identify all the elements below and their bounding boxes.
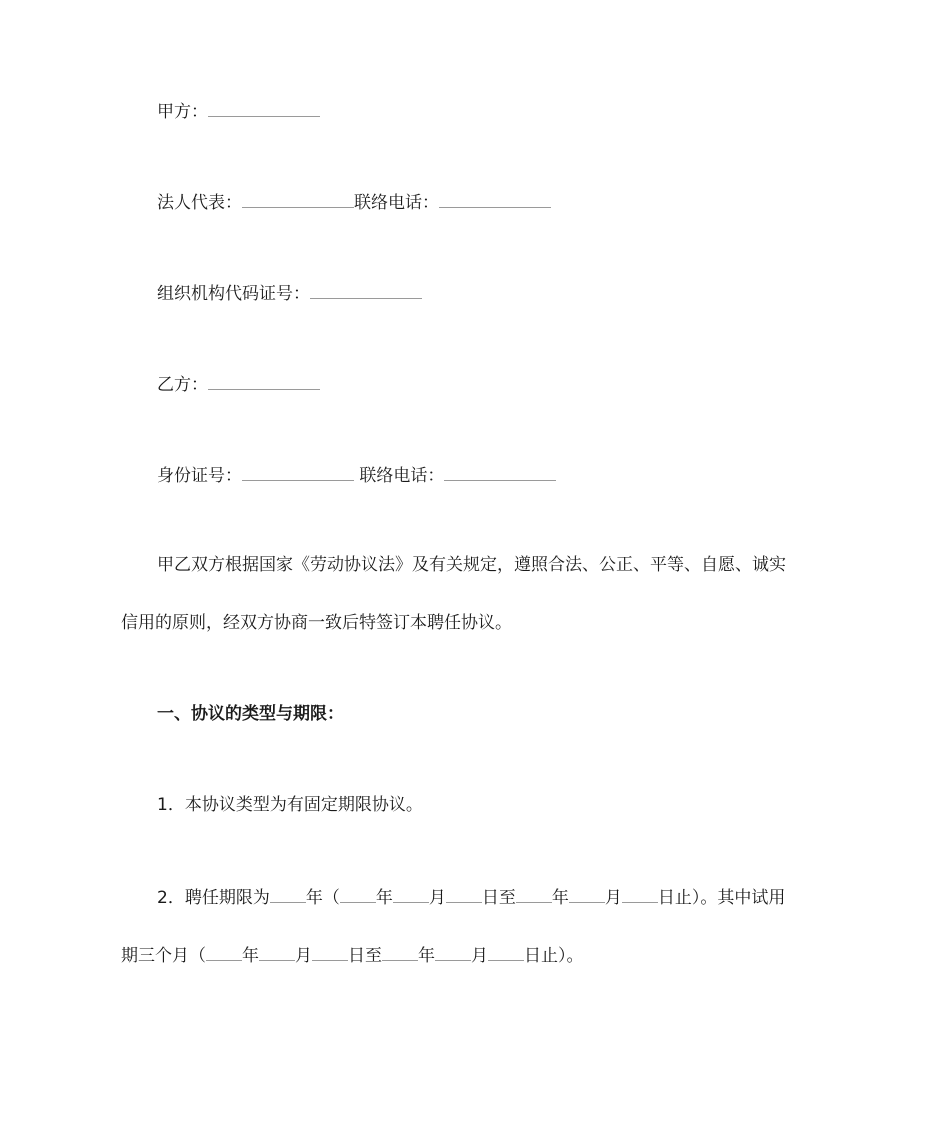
probation-end-month-unit: 月	[471, 946, 488, 966]
start-day-unit: 日至	[481, 888, 516, 908]
org-code-blank	[310, 280, 422, 299]
legal-rep-phone-blank	[439, 189, 551, 208]
term-years-unit: 年（	[305, 888, 340, 908]
start-day-blank	[446, 884, 482, 903]
probation-start-month-blank	[259, 942, 295, 961]
start-month-blank	[393, 884, 429, 903]
probation-end-day-unit: 日止）。	[524, 946, 584, 966]
start-month-unit: 月	[428, 888, 446, 908]
party-b-label: 乙方：	[157, 375, 208, 395]
id-card-line	[157, 462, 556, 488]
probation-end-month-blank	[435, 942, 471, 961]
id-card-label: 身份证号：	[157, 466, 242, 486]
end-day-blank	[622, 884, 658, 903]
probation-start-day-blank	[312, 942, 348, 961]
party-a-line	[157, 98, 320, 124]
probation-start-day-unit: 日至	[348, 946, 382, 966]
probation-end-year-unit: 年	[418, 946, 435, 966]
id-card-phone-blank	[444, 462, 556, 481]
legal-rep-line	[157, 189, 551, 215]
start-year-blank	[340, 884, 376, 903]
term-label: 2．聘任期限为	[157, 888, 270, 908]
section1-item1: 1．本协议类型为有固定期限协议。	[157, 795, 423, 815]
legal-rep-blank	[242, 189, 354, 208]
section1-item2-line2	[121, 942, 584, 968]
end-month-blank	[569, 884, 605, 903]
probation-start-month-unit: 月	[295, 946, 312, 966]
end-month-unit: 月	[604, 888, 622, 908]
term-years-blank	[270, 884, 306, 903]
probation-end-year-blank	[382, 942, 418, 961]
intro-line-1: 甲乙双方根据国家《劳动协议法》及有关规定，遵照合法、公正、平等、自愿、诚实	[157, 555, 786, 575]
legal-rep-phone-label: 联络电话：	[354, 193, 439, 213]
party-b-line	[157, 371, 320, 397]
section1-heading: 一、协议的类型与期限：	[157, 704, 344, 724]
end-day-unit: 日止）。其中试用	[657, 888, 786, 908]
start-year-unit: 年	[375, 888, 393, 908]
intro-line-2: 信用的原则，经双方协商一致后特签订本聘任协议。	[121, 613, 512, 633]
id-card-blank	[242, 462, 354, 481]
legal-rep-label: 法人代表：	[157, 193, 242, 213]
section1-item2-line1	[157, 884, 785, 910]
party-a-label: 甲方：	[157, 102, 208, 122]
party-b-blank	[208, 371, 320, 390]
end-year-blank	[516, 884, 552, 903]
org-code-line	[157, 280, 422, 306]
party-a-blank	[208, 98, 320, 117]
probation-label: 期三个月（	[121, 946, 206, 966]
probation-end-day-blank	[488, 942, 524, 961]
org-code-label: 组织机构代码证号：	[157, 284, 310, 304]
end-year-unit: 年	[551, 888, 569, 908]
id-card-phone-label: 联络电话：	[359, 466, 445, 486]
probation-start-year-unit: 年	[242, 946, 259, 966]
probation-start-year-blank	[206, 942, 242, 961]
